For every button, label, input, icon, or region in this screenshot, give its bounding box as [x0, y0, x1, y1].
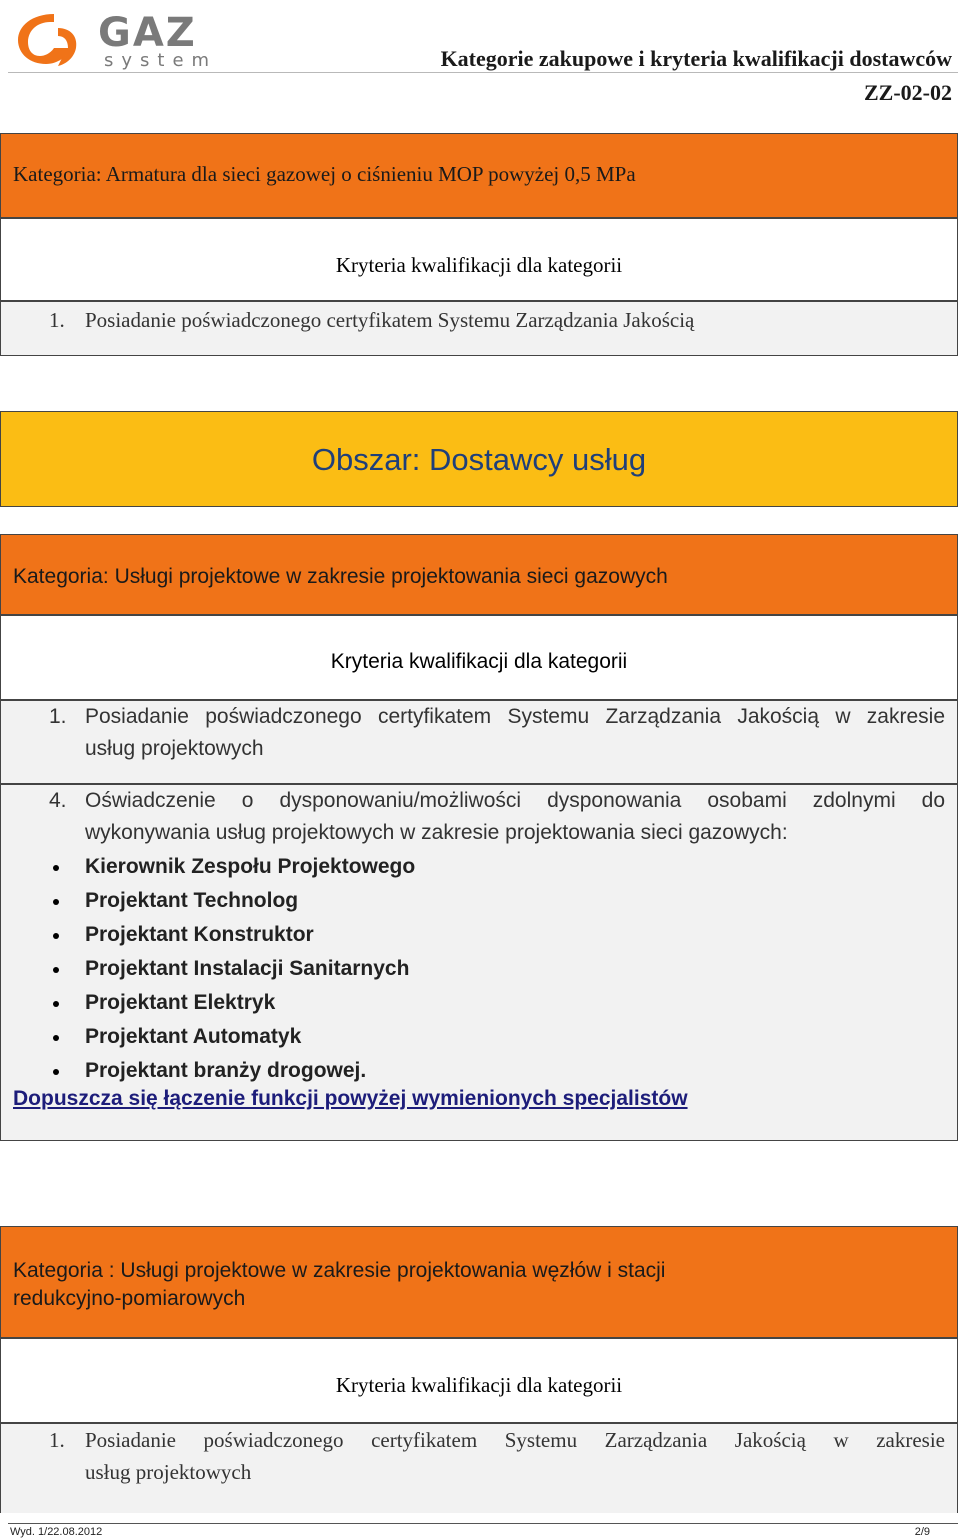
criterion-number: 4. [49, 789, 67, 812]
category-title-line2: redukcyjno-pomiarowych [13, 1287, 246, 1310]
bullet-icon [53, 1069, 59, 1075]
category-title-line1: Kategoria : Usługi projektowe w zakresie projektowania węzłów i stacji [13, 1259, 666, 1282]
bullet-icon [53, 865, 59, 871]
criteria-list-box [0, 784, 958, 1141]
criterion-item [49, 304, 945, 336]
list-item: Projektant Konstruktor [49, 918, 415, 952]
category-title [13, 1257, 665, 1313]
criterion-text-line1: Oświadczenie o dysponowaniu/możliwości dysponowania osobami zdolnymi do [85, 789, 945, 812]
criteria-heading: Kryteria kwalifikacji dla kategorii [335, 1373, 623, 1397]
list-item: Projektant Instalacji Sanitarnych [49, 952, 415, 986]
bullet-icon [53, 967, 59, 973]
criteria-heading-box [0, 1338, 958, 1423]
combination-note: Dopuszcza się łączenie funkcji powyżej wymienionych specjalistów [13, 1087, 688, 1110]
criteria-heading-box [0, 218, 958, 301]
criteria-list-box [0, 1423, 958, 1513]
category-banner-armatura [0, 133, 958, 218]
criteria-list-box [0, 301, 958, 356]
category-title: Kategoria: Usługi projektowe w zakresie projektowania sieci gazowych [13, 565, 668, 588]
document-title: Kategorie zakupowe i kryteria kwalifikacji dostawców [440, 46, 952, 71]
list-item: Projektant Elektryk [49, 986, 415, 1020]
criterion-item [49, 701, 945, 765]
area-banner [0, 411, 958, 507]
criterion-item [49, 1424, 945, 1488]
area-title: Obszar: Dostawcy usług [311, 442, 647, 477]
criterion-text-line2: wykonywania usług projektowych w zakresie projektowania sieci gazowych: [85, 821, 788, 844]
criterion-number: 1. [49, 308, 65, 332]
criterion-text: Posiadanie poświadczonego certyfikatem Systemu Zarządzania Jakością [85, 308, 695, 332]
criterion-text-line2: usług projektowych [85, 1460, 252, 1484]
criterion-item [49, 785, 945, 849]
category-banner-projektowe-sieci [0, 534, 958, 615]
footer-divider [8, 1523, 958, 1524]
svg-text:GAZ: GAZ [98, 10, 197, 56]
criterion-text-line1: Posiadanie poświadczonego certyfikatem Systemu Zarządzania Jakością w zakresie [85, 705, 945, 728]
criterion-number: 1. [49, 1428, 65, 1452]
edition-label: Wyd. 1/22.08.2012 [10, 1526, 103, 1538]
bullet-icon [53, 1035, 59, 1041]
bullet-icon [53, 1001, 59, 1007]
header-divider [8, 72, 958, 73]
list-item: Projektant Technolog [49, 884, 415, 918]
bullet-icon [53, 933, 59, 939]
category-title: Kategoria: Armatura dla sieci gazowej o ciśnieniu MOP powyżej 0,5 MPa [13, 162, 636, 186]
category-banner-projektowe-wezly [0, 1226, 958, 1338]
list-item: Projektant Automatyk [49, 1020, 415, 1054]
criterion-text-line1: Posiadanie poświadczonego certyfikatem Systemu Zarządzania Jakością w zakresie [85, 1428, 945, 1452]
criterion-text-line2: usług projektowych [85, 737, 264, 760]
document-code: ZZ-02-02 [864, 80, 952, 105]
logo-mark [14, 6, 274, 70]
criteria-heading: Kryteria kwalifikacji dla kategorii [335, 253, 623, 277]
bullet-icon [53, 899, 59, 905]
gaz-system-logo [14, 6, 274, 70]
criteria-list-box [0, 700, 958, 784]
criteria-heading-box [0, 615, 958, 700]
criterion-number: 1. [49, 705, 67, 728]
page-number: 2/9 [914, 1526, 930, 1538]
specialist-list [49, 850, 415, 1088]
list-item: Kierownik Zespołu Projektowego [49, 850, 415, 884]
criteria-heading: Kryteria kwalifikacji dla kategorii [330, 650, 628, 673]
svg-text:system: system [104, 50, 218, 70]
list-item: Projektant branży drogowej. [49, 1054, 415, 1088]
